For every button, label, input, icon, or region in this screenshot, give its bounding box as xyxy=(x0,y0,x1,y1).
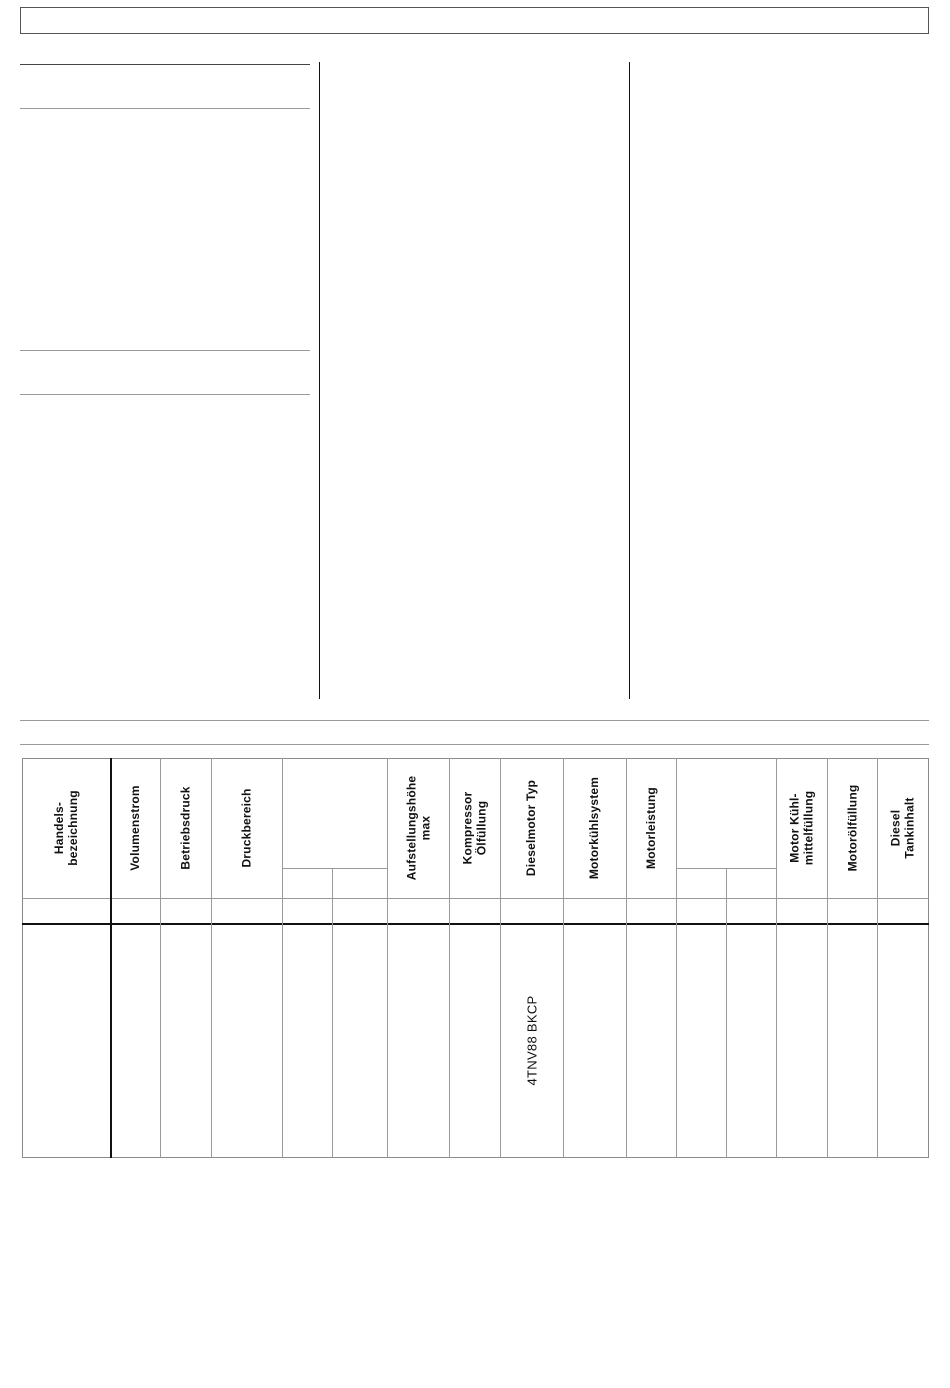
header-motorkuehlsystem: Motorkühlsystem xyxy=(587,776,602,880)
header-betriebsdruck: Betriebsdruck xyxy=(178,786,193,870)
grid-line xyxy=(332,868,333,1158)
header-motorleistung: Motorleistung xyxy=(644,787,658,869)
grid-line xyxy=(282,758,283,1158)
grid-line xyxy=(726,868,727,1158)
header-volumenstrom: Volumenstrom xyxy=(128,785,142,871)
page-header-box xyxy=(20,7,929,34)
grid-line xyxy=(22,923,929,925)
column-divider xyxy=(629,62,630,699)
spec-table xyxy=(22,758,929,1158)
grid-line xyxy=(282,868,387,869)
section-rule xyxy=(20,64,310,65)
column-divider xyxy=(319,62,320,699)
header-motoroelfuellung: Motorölfüllung xyxy=(845,784,859,872)
header-diesel-tankinhalt: Diesel Tankinhalt xyxy=(889,797,917,859)
table-caption-rule xyxy=(20,744,929,745)
header-dieselmotor-typ: Dieselmotor Typ xyxy=(524,779,539,877)
table-caption-rule xyxy=(20,720,929,721)
grid-line xyxy=(676,758,677,1158)
cell-dieselmotor-typ: 4TNV88 BKCP xyxy=(524,995,540,1086)
header-kompressor-oelfuellung: Kompressor Ölfüllung xyxy=(460,791,489,865)
section-rule xyxy=(20,350,310,351)
header-druckbereich: Druckbereich xyxy=(239,788,254,868)
header-aufstellungshoehe: Aufstellungshöhe max xyxy=(404,775,433,881)
section-rule xyxy=(20,394,310,395)
header-motor-kuehlmittelfuellung: Motor Kühl- mittelfüllung xyxy=(787,790,816,866)
header-handelsbezeichnung: Handels- bezeichnung xyxy=(51,790,80,866)
grid-line xyxy=(22,898,929,899)
section-rule xyxy=(20,108,310,109)
